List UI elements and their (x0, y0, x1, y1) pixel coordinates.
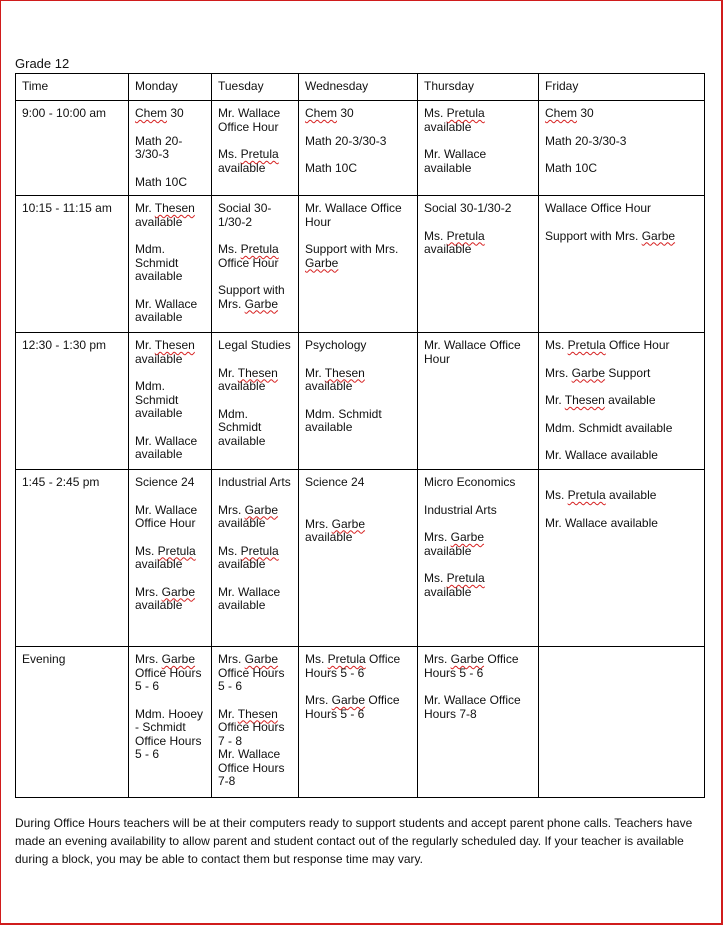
header-friday: Friday (539, 74, 705, 101)
time-cell: 1:45 - 2:45 pm (16, 470, 129, 647)
schedule-entry: Mdm. Schmidt available (305, 406, 382, 434)
schedule-entry: Mdm. Schmidt available (545, 420, 673, 435)
schedule-entry: Ms. Pretula Office Hours 5 - 6 (305, 652, 401, 680)
spellcheck-flag: Pretula (567, 488, 606, 502)
tuesday-cell (212, 196, 299, 333)
spellcheck-flag: Garbe (244, 652, 279, 666)
friday-cell (539, 470, 705, 647)
schedule-entry: Chem 30 (135, 106, 184, 120)
schedule-entry: Mrs. Garbe Support (545, 365, 651, 380)
spellcheck-flag: Thesen (564, 393, 605, 407)
schedule-entry: Mr. Wallace available (545, 515, 658, 530)
schedule-entry: Mr. Wallace available (218, 584, 281, 612)
schedule-entry: Mr. Thesen available (218, 365, 278, 393)
tuesday-cell (212, 470, 299, 647)
schedule-entry: Chem 30 (305, 106, 354, 120)
spellcheck-flag: Chem (305, 106, 338, 120)
time-cell: Evening (16, 647, 129, 798)
time-cell: 10:15 - 11:15 am (16, 196, 129, 333)
spellcheck-flag: Thesen (237, 706, 278, 721)
friday-cell (539, 101, 705, 196)
tuesday-cell (212, 647, 299, 798)
spellcheck-flag: Pretula (240, 543, 279, 558)
table-row (16, 647, 705, 798)
office-hours-note: During Office Hours teachers will be at their computers ready to support students and accept parent phone calls. Teachers have made an evening availability to allow parent and student contact out of the regularly scheduled day. If your teacher is available during a block, you may be able to contact them but response time may vary. (15, 816, 693, 866)
schedule-entry: Math 20-3/30-3 (545, 133, 627, 148)
schedule-entry: Support with Mrs. Garbe (218, 283, 285, 311)
spellcheck-flag: Pretula (240, 242, 279, 256)
tuesday-cell (212, 101, 299, 196)
monday-cell (129, 470, 212, 647)
monday-cell (129, 647, 212, 798)
schedule-entry: Mr. Thesen available (545, 393, 656, 407)
table-row (16, 333, 705, 470)
schedule-entry: Mr. Wallace Office Hour (424, 338, 521, 366)
schedule-entry: Mdm. Hooey - Schmidt Office Hours 5 - 6 (135, 706, 204, 761)
schedule-entry: Mr. Wallace available (135, 296, 198, 324)
thursday-cell (418, 647, 539, 798)
thursday-cell (418, 470, 539, 647)
header-thursday: Thursday (418, 74, 539, 101)
spellcheck-flag: Pretula (157, 543, 196, 558)
spellcheck-flag: Garbe (161, 584, 196, 599)
spellcheck-flag: Garbe (331, 693, 366, 707)
schedule-entry: Chem 30 (545, 106, 594, 120)
wednesday-cell (299, 101, 418, 196)
schedule-entry: Support with Mrs. Garbe (545, 228, 676, 243)
schedule-entry: Psychology (305, 338, 367, 352)
schedule-entry: Mr. Thesen available (135, 201, 195, 229)
schedule-entry: Math 10C (545, 161, 598, 175)
spellcheck-flag: Chem (545, 106, 578, 120)
schedule-entry: Mrs. Garbe Office Hours 5 - 6 (424, 652, 519, 680)
friday-cell (539, 196, 705, 333)
schedule-entry: Mr. Wallace Office Hour (305, 201, 402, 229)
friday-cell (539, 333, 705, 470)
schedule-entry: Mr. Wallace Office Hours 7-8 (424, 693, 521, 721)
schedule-entry: Math 10C (135, 174, 188, 189)
spellcheck-flag: Thesen (237, 365, 278, 380)
schedule-entry: Ms. Pretula Office Hour (545, 338, 670, 352)
spellcheck-flag: Pretula (446, 106, 485, 120)
schedule-entry: Ms. Pretula available (424, 106, 485, 134)
schedule-entry: Mrs. Garbe Office Hours 5 - 6 (218, 652, 285, 693)
schedule-entry: Science 24 (305, 475, 365, 489)
schedule-entry: Math 10C (305, 161, 358, 175)
schedule-entry: Mr. Thesen available (135, 338, 195, 366)
thursday-cell (418, 196, 539, 333)
schedule-entry: Mrs. Garbe available (135, 584, 196, 612)
schedule-entry: Ms. Pretula available (545, 488, 657, 502)
time-cell: 9:00 - 10:00 am (16, 101, 129, 196)
table-row (16, 196, 705, 333)
spellcheck-flag: Garbe (331, 516, 366, 531)
header-wednesday: Wednesday (299, 74, 418, 101)
schedule-entry: Math 20-3/30-3 (305, 133, 387, 148)
header-time: Time (16, 74, 129, 101)
spellcheck-flag: Garbe (450, 652, 485, 666)
spellcheck-flag: Garbe (244, 296, 279, 311)
schedule-entry: Social 30-1/30-2 (218, 201, 272, 229)
thursday-cell (418, 101, 539, 196)
schedule-entry: Mdm. Schmidt available (218, 406, 266, 448)
schedule-entry: Mrs. Garbe available (424, 530, 485, 558)
spellcheck-flag: Pretula (446, 571, 485, 585)
table-row (16, 470, 705, 647)
table-row (16, 101, 705, 196)
wednesday-cell (299, 470, 418, 647)
spellcheck-flag: Garbe (161, 652, 196, 666)
spellcheck-flag: Pretula (240, 147, 279, 161)
spellcheck-flag: Pretula (567, 338, 606, 352)
schedule-entry: Mr. Thesen available (305, 365, 365, 393)
thursday-cell (418, 333, 539, 470)
monday-cell (129, 333, 212, 470)
wednesday-cell (299, 196, 418, 333)
schedule-entry: Mr. Wallace Office Hour (135, 502, 198, 530)
header-row (16, 74, 705, 101)
schedule-entry: Mrs. Garbe available (305, 516, 366, 544)
schedule-entry: Mrs. Garbe available (218, 502, 279, 530)
schedule-entry: Industrial Arts (218, 475, 291, 489)
spellcheck-flag: Pretula (327, 652, 366, 666)
document-title: Grade 12 (15, 56, 70, 71)
spellcheck-flag: Garbe (450, 530, 485, 544)
header-tuesday: Tuesday (212, 74, 299, 101)
schedule-entry: Legal Studies (218, 338, 291, 352)
spellcheck-flag: Garbe (244, 502, 279, 517)
spellcheck-flag: Garbe (641, 228, 676, 243)
schedule-entry: Ms. Pretula available (218, 147, 279, 175)
schedule-entry: Ms. Pretula available (424, 228, 485, 256)
spellcheck-flag: Chem (135, 106, 168, 120)
friday-cell (539, 647, 705, 798)
schedule-entry: Wallace Office Hour (545, 201, 652, 215)
schedule-entry: Mr. Wallace available (545, 448, 658, 462)
spellcheck-flag: Thesen (154, 201, 195, 215)
spellcheck-flag: Thesen (324, 365, 365, 380)
schedule-entry: Ms. Pretula available (424, 571, 485, 599)
spellcheck-flag: Garbe (571, 365, 606, 380)
monday-cell (129, 196, 212, 333)
schedule-entry: Social 30-1/30-2 (424, 201, 512, 215)
schedule-entry: Mrs. Garbe Office Hours 5 - 6 (135, 652, 202, 693)
header-monday: Monday (129, 74, 212, 101)
spellcheck-flag: Pretula (446, 228, 485, 243)
time-cell: 12:30 - 1:30 pm (16, 333, 129, 470)
schedule-entry: Science 24 (135, 475, 195, 489)
schedule-entry: Industrial Arts (424, 502, 497, 517)
schedule-entry: Math 20-3/30-3 (135, 133, 183, 161)
schedule-entry: Mrs. Garbe Office Hours 5 - 6 (305, 693, 400, 721)
spellcheck-flag: Thesen (154, 338, 195, 352)
wednesday-cell (299, 647, 418, 798)
schedule-entry: Mr. Wallace available (424, 147, 487, 175)
wednesday-cell (299, 333, 418, 470)
schedule-entry: Mr. Wallace available (135, 433, 198, 461)
spellcheck-flag: Garbe (305, 255, 339, 270)
schedule-entry: Mr. Thesen Office Hours 7 - 8 (218, 706, 285, 748)
schedule-entry: Mr. Wallace Office Hour (218, 106, 281, 134)
tuesday-cell (212, 333, 299, 470)
schedule-entry: Support with Mrs. Garbe (305, 242, 399, 270)
schedule-entry: Mdm. Schmidt available (135, 242, 183, 283)
monday-cell (129, 101, 212, 196)
schedule-entry: Ms. Pretula available (135, 543, 196, 571)
schedule-entry: Micro Economics (424, 475, 516, 489)
schedule-table (15, 73, 705, 798)
schedule-entry: Ms. Pretula Office Hour (218, 242, 279, 270)
schedule-entry: Mdm. Schmidt available (135, 379, 183, 420)
schedule-entry: Mr. Wallace Office Hours 7-8 (218, 747, 285, 788)
schedule-entry: Ms. Pretula available (218, 543, 279, 571)
